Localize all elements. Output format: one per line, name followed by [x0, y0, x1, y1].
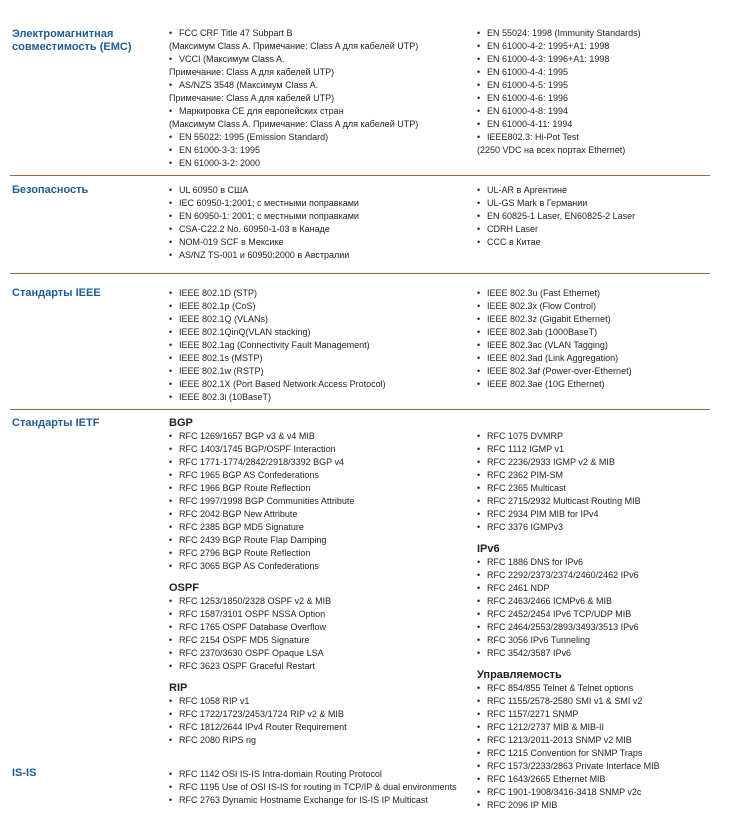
emc-column-1 — [169, 27, 469, 170]
safety-column-1 — [169, 184, 469, 262]
list-item: • IEEE 802.3ae (10G Ethernet) — [477, 378, 717, 391]
list-item: • UL-GS Mark в Германии — [477, 197, 717, 210]
list-item: • RFC 2463/2466 ICMPv6 & MIB — [477, 595, 717, 608]
list-item: • IEEE 802.3x (Flow Control) — [477, 300, 717, 313]
list-item: • RFC 2042 BGP New Attribute — [169, 508, 469, 521]
list-item: • RFC 2763 Dynamic Hostname Exchange for IS-IS IP Multicast — [169, 794, 469, 807]
list-item: • RFC 3056 IPv6 Tunneling — [477, 634, 717, 647]
list-item: • RFC 2934 PIM MIB for IPv4 — [477, 508, 717, 521]
list-item: • RFC 2464/2553/2893/3493/3513 IPv6 — [477, 621, 717, 634]
list-item: • RFC 2096 IP MIB — [477, 799, 717, 812]
list-item: • RFC 3542/3587 IPv6 — [477, 647, 717, 660]
safety-column-2 — [477, 184, 717, 249]
list-item: • RFC 1812/2644 IPv4 Router Requirement — [169, 721, 469, 734]
list-item: • CDRH Laser — [477, 223, 717, 236]
list-item: • RFC 1573/2233/2863 Private Interface MIB — [477, 760, 717, 773]
list-item: • RFC 1765 OSPF Database Overflow — [169, 621, 469, 634]
list-item: • RFC 2365 Multicast — [477, 482, 717, 495]
list-item: • RFC 2796 BGP Route Reflection — [169, 547, 469, 560]
list-item: • CSA-C22.2 No. 60950-1-03 в Канаде — [169, 223, 469, 236]
list-item: • RFC 1155/2578-2580 SMI v1 & SMI v2 — [477, 695, 717, 708]
list-item: • EN 61000-4-2: 1995+A1: 1998 — [477, 40, 717, 53]
emc-column-2 — [477, 27, 717, 157]
list-item: • FCC CRF Title 47 Subpart B — [169, 27, 469, 40]
list-item: • RFC 854/855 Telnet & Telnet options — [477, 682, 717, 695]
list-item: • RFC 1965 BGP AS Confederations — [169, 469, 469, 482]
ietf-column-2 — [477, 430, 717, 812]
list-item: • IEEE 802.3ac (VLAN Tagging) — [477, 339, 717, 352]
list-item: • RFC 1997/1998 BGP Communities Attribute — [169, 495, 469, 508]
section-divider — [10, 273, 710, 274]
list-item: • RFC 1403/1745 BGP/OSPF Interaction — [169, 443, 469, 456]
section-divider — [10, 409, 710, 410]
list-item: • RFC 1075 DVMRP — [477, 430, 717, 443]
list-item: • UL 60950 в США — [169, 184, 469, 197]
list-item: • RFC 1213/2011-2013 SNMP v2 MIB — [477, 734, 717, 747]
section-title-ietf: Стандарты IETF — [12, 417, 100, 429]
list-item: • RFC 1142 OSI IS-IS Intra-domain Routing Protocol — [169, 768, 469, 781]
list-item: • RFC 1112 IGMP v1 — [477, 443, 717, 456]
list-item: • IEEE 802.3z (Gigabit Ethernet) — [477, 313, 717, 326]
list-item: • RFC 2715/2932 Multicast Routing MIB — [477, 495, 717, 508]
list-item: • RFC 1722/1723/2453/1724 RIP v2 & MIB — [169, 708, 469, 721]
list-item: • EN 61000-3-3: 1995 — [169, 144, 469, 157]
subsection-heading: Управляемость — [477, 669, 562, 681]
ietf-column-1 — [169, 416, 469, 747]
list-item: • IEEE 802.3ad (Link Aggregation) — [477, 352, 717, 365]
list-item: • EN 61000-4-4: 1995 — [477, 66, 717, 79]
list-item: • RFC 1212/2737 MIB & MIB-II — [477, 721, 717, 734]
list-item: • RFC 1157/2271 SNMP — [477, 708, 717, 721]
list-item-continuation: (2250 VDC на всех портах Ethernet) — [477, 145, 626, 155]
section-title-emc: Электромагнитная совместимость (EMC) — [12, 28, 132, 53]
ieee-column-2 — [477, 287, 717, 391]
list-item: • NOM-019 SCF в Мексике — [169, 236, 469, 249]
list-item: • EN 61000-4-5: 1995 — [477, 79, 717, 92]
list-item: • EN 61000-4-3: 1996+A1: 1998 — [477, 53, 717, 66]
list-item: • UL-AR в Аргентине — [477, 184, 717, 197]
list-item: • RFC 1058 RIP v1 — [169, 695, 469, 708]
list-item: • IEEE 802.1D (STP) — [169, 287, 469, 300]
subsection-heading: BGP — [169, 417, 193, 429]
list-item: • RFC 1771-1774/2842/2918/3392 BGP v4 — [169, 456, 469, 469]
list-item: • EN 61000-4-11: 1994 — [477, 118, 717, 131]
list-item: • RFC 1643/2665 Ethernet MIB — [477, 773, 717, 786]
list-item: • IEEE 802.1w (RSTP) — [169, 365, 469, 378]
list-item: • RFC 2461 NDP — [477, 582, 717, 595]
list-item: • IEEE 802.3ab (1000BaseT) — [477, 326, 717, 339]
list-item: • IEEE 802.3af (Power-over-Ethernet) — [477, 365, 717, 378]
list-item: • RFC 3065 BGP AS Confederations — [169, 560, 469, 573]
list-item: • RFC 3623 OSPF Graceful Restart — [169, 660, 469, 673]
list-item-continuation: (Максимум Class A. Примечание: Class A для кабелей UTP) — [169, 41, 419, 51]
section-divider — [10, 175, 710, 176]
list-item: • RFC 1587/3101 OSPF NSSA Option — [169, 608, 469, 621]
subsection-heading: IPv6 — [477, 543, 500, 555]
list-item: • EN 61000-3-2: 2000 — [169, 157, 469, 170]
list-item: • IEEE802.3: Hi-Pot Test — [477, 131, 717, 144]
list-item: • RFC 2385 BGP MD5 Signature — [169, 521, 469, 534]
list-item: • EN 61000-4-6: 1996 — [477, 92, 717, 105]
section-title-ieee: Стандарты IEEE — [12, 287, 101, 299]
list-item: • RFC 2370/3630 OSPF Opaque LSA — [169, 647, 469, 660]
section-title-isis: IS-IS — [12, 767, 37, 779]
list-item: • RFC 2362 PIM-SM — [477, 469, 717, 482]
list-item: • RFC 2439 BGP Route Flap Damping — [169, 534, 469, 547]
list-item: • IEEE 802.1Q (VLANs) — [169, 313, 469, 326]
list-item: • RFC 2236/2933 IGMP v2 & MIB — [477, 456, 717, 469]
list-item: • IEEE 802.1p (CoS) — [169, 300, 469, 313]
list-item: • IEEE 802.3i (10BaseT) — [169, 391, 469, 404]
isis-column-1 — [169, 768, 469, 807]
list-item: • EN 55022: 1995 (Emission Standard) — [169, 131, 469, 144]
list-item: • EN 60825-1 Laser, EN60825-2 Laser — [477, 210, 717, 223]
list-item: • CCC в Китае — [477, 236, 717, 249]
list-item: • VCCI (Максимум Class A. — [169, 53, 469, 66]
subsection-heading: RIP — [169, 682, 188, 694]
list-item: • EN 55024: 1998 (Immunity Standards) — [477, 27, 717, 40]
ieee-column-1 — [169, 287, 469, 404]
list-item: • EN 61000-4-8: 1994 — [477, 105, 717, 118]
list-item-continuation: (Максимум Class A. Примечание: Class A для кабелей UTP) — [169, 119, 419, 129]
list-item: • RFC 1901-1908/3416-3418 SNMP v2c — [477, 786, 717, 799]
list-item: • RFC 1215 Convention for SNMP Traps — [477, 747, 717, 760]
list-item: • RFC 1886 DNS for IPv6 — [477, 556, 717, 569]
list-item: • IEEE 802.1s (MSTP) — [169, 352, 469, 365]
list-item: • EN 60950-1: 2001; с местными поправками — [169, 210, 469, 223]
subsection-heading: OSPF — [169, 582, 199, 594]
list-item: • RFC 2080 RIPS ng — [169, 734, 469, 747]
list-item: • RFC 1966 BGP Route Reflection — [169, 482, 469, 495]
list-item-continuation: Примечание: Class A для кабелей UTP) — [169, 93, 335, 103]
list-item: • RFC 2154 OSPF MD5 Signature — [169, 634, 469, 647]
list-item: • IEEE 802.1ag (Connectivity Fault Management) — [169, 339, 469, 352]
list-item: • RFC 2452/2454 IPv6 TCP/UDP MIB — [477, 608, 717, 621]
list-item: • AS/NZS 3548 (Максимум Class A. — [169, 79, 469, 92]
section-title-safety: Безопасность — [12, 184, 89, 196]
list-item: • IEEE 802.3u (Fast Ethernet) — [477, 287, 717, 300]
list-item: • RFC 2292/2373/2374/2460/2462 IPv6 — [477, 569, 717, 582]
list-item: • RFC 1269/1657 BGP v3 & v4 MIB — [169, 430, 469, 443]
list-item: • IEEE 802.1X (Port Based Network Access Protocol) — [169, 378, 469, 391]
list-item: • RFC 1253/1850/2328 OSPF v2 & MIB — [169, 595, 469, 608]
list-item-continuation: Примечание: Class A для кабелей UTP) — [169, 67, 335, 77]
list-item: • RFC 1195 Use of OSI IS-IS for routing in TCP/IP & dual environments — [169, 781, 469, 794]
list-item: • Маркировка CE для европейских стран — [169, 105, 469, 118]
list-item: • AS/NZ TS-001 и 60950:2000 в Австралии — [169, 249, 469, 262]
list-item: • IEEE 802.1QinQ(VLAN stacking) — [169, 326, 469, 339]
list-item: • IEC 60950-1:2001; с местными поправками — [169, 197, 469, 210]
list-item: • RFC 3376 IGMPv3 — [477, 521, 717, 534]
